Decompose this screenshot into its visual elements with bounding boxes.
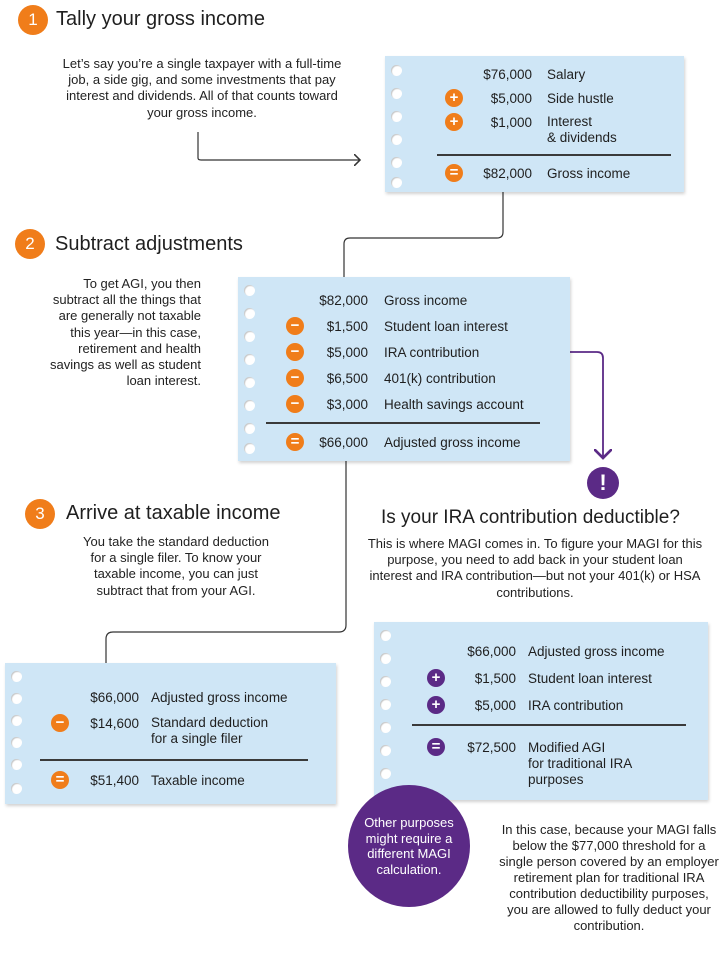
row-amount: $66,000 [90, 690, 139, 705]
row-amount: $76,000 [483, 67, 532, 82]
step2-number-badge: 2 [15, 229, 45, 259]
row-label: Health savings account [384, 397, 524, 412]
row-label: Interest & dividends [547, 114, 617, 145]
row-amount: $66,000 [467, 644, 516, 659]
row-amount: $6,500 [326, 371, 368, 386]
sum-rule [412, 724, 686, 726]
row-label: Adjusted gross income [384, 435, 521, 450]
row-label: Modified AGI for traditional IRA purposes [528, 740, 633, 787]
magi-note-bubble [348, 785, 470, 907]
row-label: IRA contribution [384, 345, 480, 360]
row-label: Gross income [384, 293, 468, 308]
step1-number-badge: 1 [18, 5, 48, 35]
step3-number-badge: 3 [25, 499, 55, 529]
row-amount: $66,000 [319, 435, 368, 450]
row-amount: $1,500 [474, 671, 516, 686]
equals-icon: = [51, 771, 69, 789]
magi-note-text: Other purposes might require a different MAGI calculation. [364, 815, 454, 877]
equals-icon: = [427, 738, 445, 756]
row-label: Salary [547, 67, 586, 82]
row-amount: $1,000 [490, 115, 532, 130]
minus-icon: − [51, 714, 69, 732]
step1-title: Tally your gross income [56, 8, 265, 30]
row-label: IRA contribution [528, 698, 624, 713]
row-amount: $5,000 [490, 91, 532, 106]
row-amount: $14,600 [90, 716, 139, 731]
arrow-step1-to-step2 [344, 190, 503, 283]
ira-magi-card [374, 622, 708, 800]
minus-icon: − [286, 317, 304, 335]
step3-title: Arrive at taxable income [66, 502, 281, 524]
sum-rule [266, 422, 540, 424]
ira-description: This is where MAGI comes in. To figure your MAGI for this purpose, you need to add back in your student loan interest and IRA contribution—but not your 401(k) or HSA contributions. [367, 536, 703, 600]
row-label: Standard deduction for a single filer [151, 715, 269, 746]
ira-question-title: Is your IRA contribution deductible? [381, 507, 680, 528]
step2-title: Subtract adjustments [55, 233, 243, 255]
row-amount: $3,000 [326, 397, 368, 412]
row-label: 401(k) contribution [384, 371, 496, 386]
row-label: Student loan interest [384, 319, 508, 334]
step1-card [385, 56, 684, 192]
row-label: Student loan interest [528, 671, 652, 686]
row-label: Side hustle [547, 91, 614, 106]
sum-rule [40, 759, 308, 761]
row-label: Gross income [547, 166, 631, 181]
step3-card [5, 663, 336, 804]
row-amount: $1,500 [326, 319, 368, 334]
equals-icon: = [445, 164, 463, 182]
row-amount: $82,000 [483, 166, 532, 181]
row-amount: $5,000 [326, 345, 368, 360]
minus-icon: − [286, 369, 304, 387]
row-label: Taxable income [151, 773, 245, 788]
ira-conclusion: In this case, because your MAGI falls below the $77,000 threshold for a single person covered by an employer retirement plan for traditional IRA contribution deductibility purposes, you are allowed to fully deduct your contribution. [499, 822, 719, 933]
plus-icon: + [427, 669, 445, 687]
row-amount: $72,500 [467, 740, 516, 755]
arrow-step1-to-card [198, 132, 360, 160]
equals-icon: = [286, 433, 304, 451]
minus-icon: − [286, 343, 304, 361]
row-label: Adjusted gross income [528, 644, 665, 659]
row-amount: $82,000 [319, 293, 368, 308]
step2-description: To get AGI, you then subtract all the things that are generally not taxable this year—in this case, retirement and health savings as well as student loan interest. [49, 276, 201, 389]
row-label: Adjusted gross income [151, 690, 288, 705]
sum-rule [437, 154, 671, 156]
step2-card [238, 277, 570, 461]
step1-description: Let’s say you’re a single taxpayer with a full-time job, a side gig, and some investments that pay interest and dividends. All of that counts toward your gross income. [62, 56, 342, 120]
row-amount: $5,000 [474, 698, 516, 713]
step3-description: You take the standard deduction for a single filer. To know your taxable income, you can just subtract that from your AGI. [83, 534, 269, 598]
row-amount: $51,400 [90, 773, 139, 788]
alert-icon: ! [587, 467, 619, 499]
plus-icon: + [427, 696, 445, 714]
minus-icon: − [286, 395, 304, 413]
plus-icon: + [445, 113, 463, 131]
plus-icon: + [445, 89, 463, 107]
